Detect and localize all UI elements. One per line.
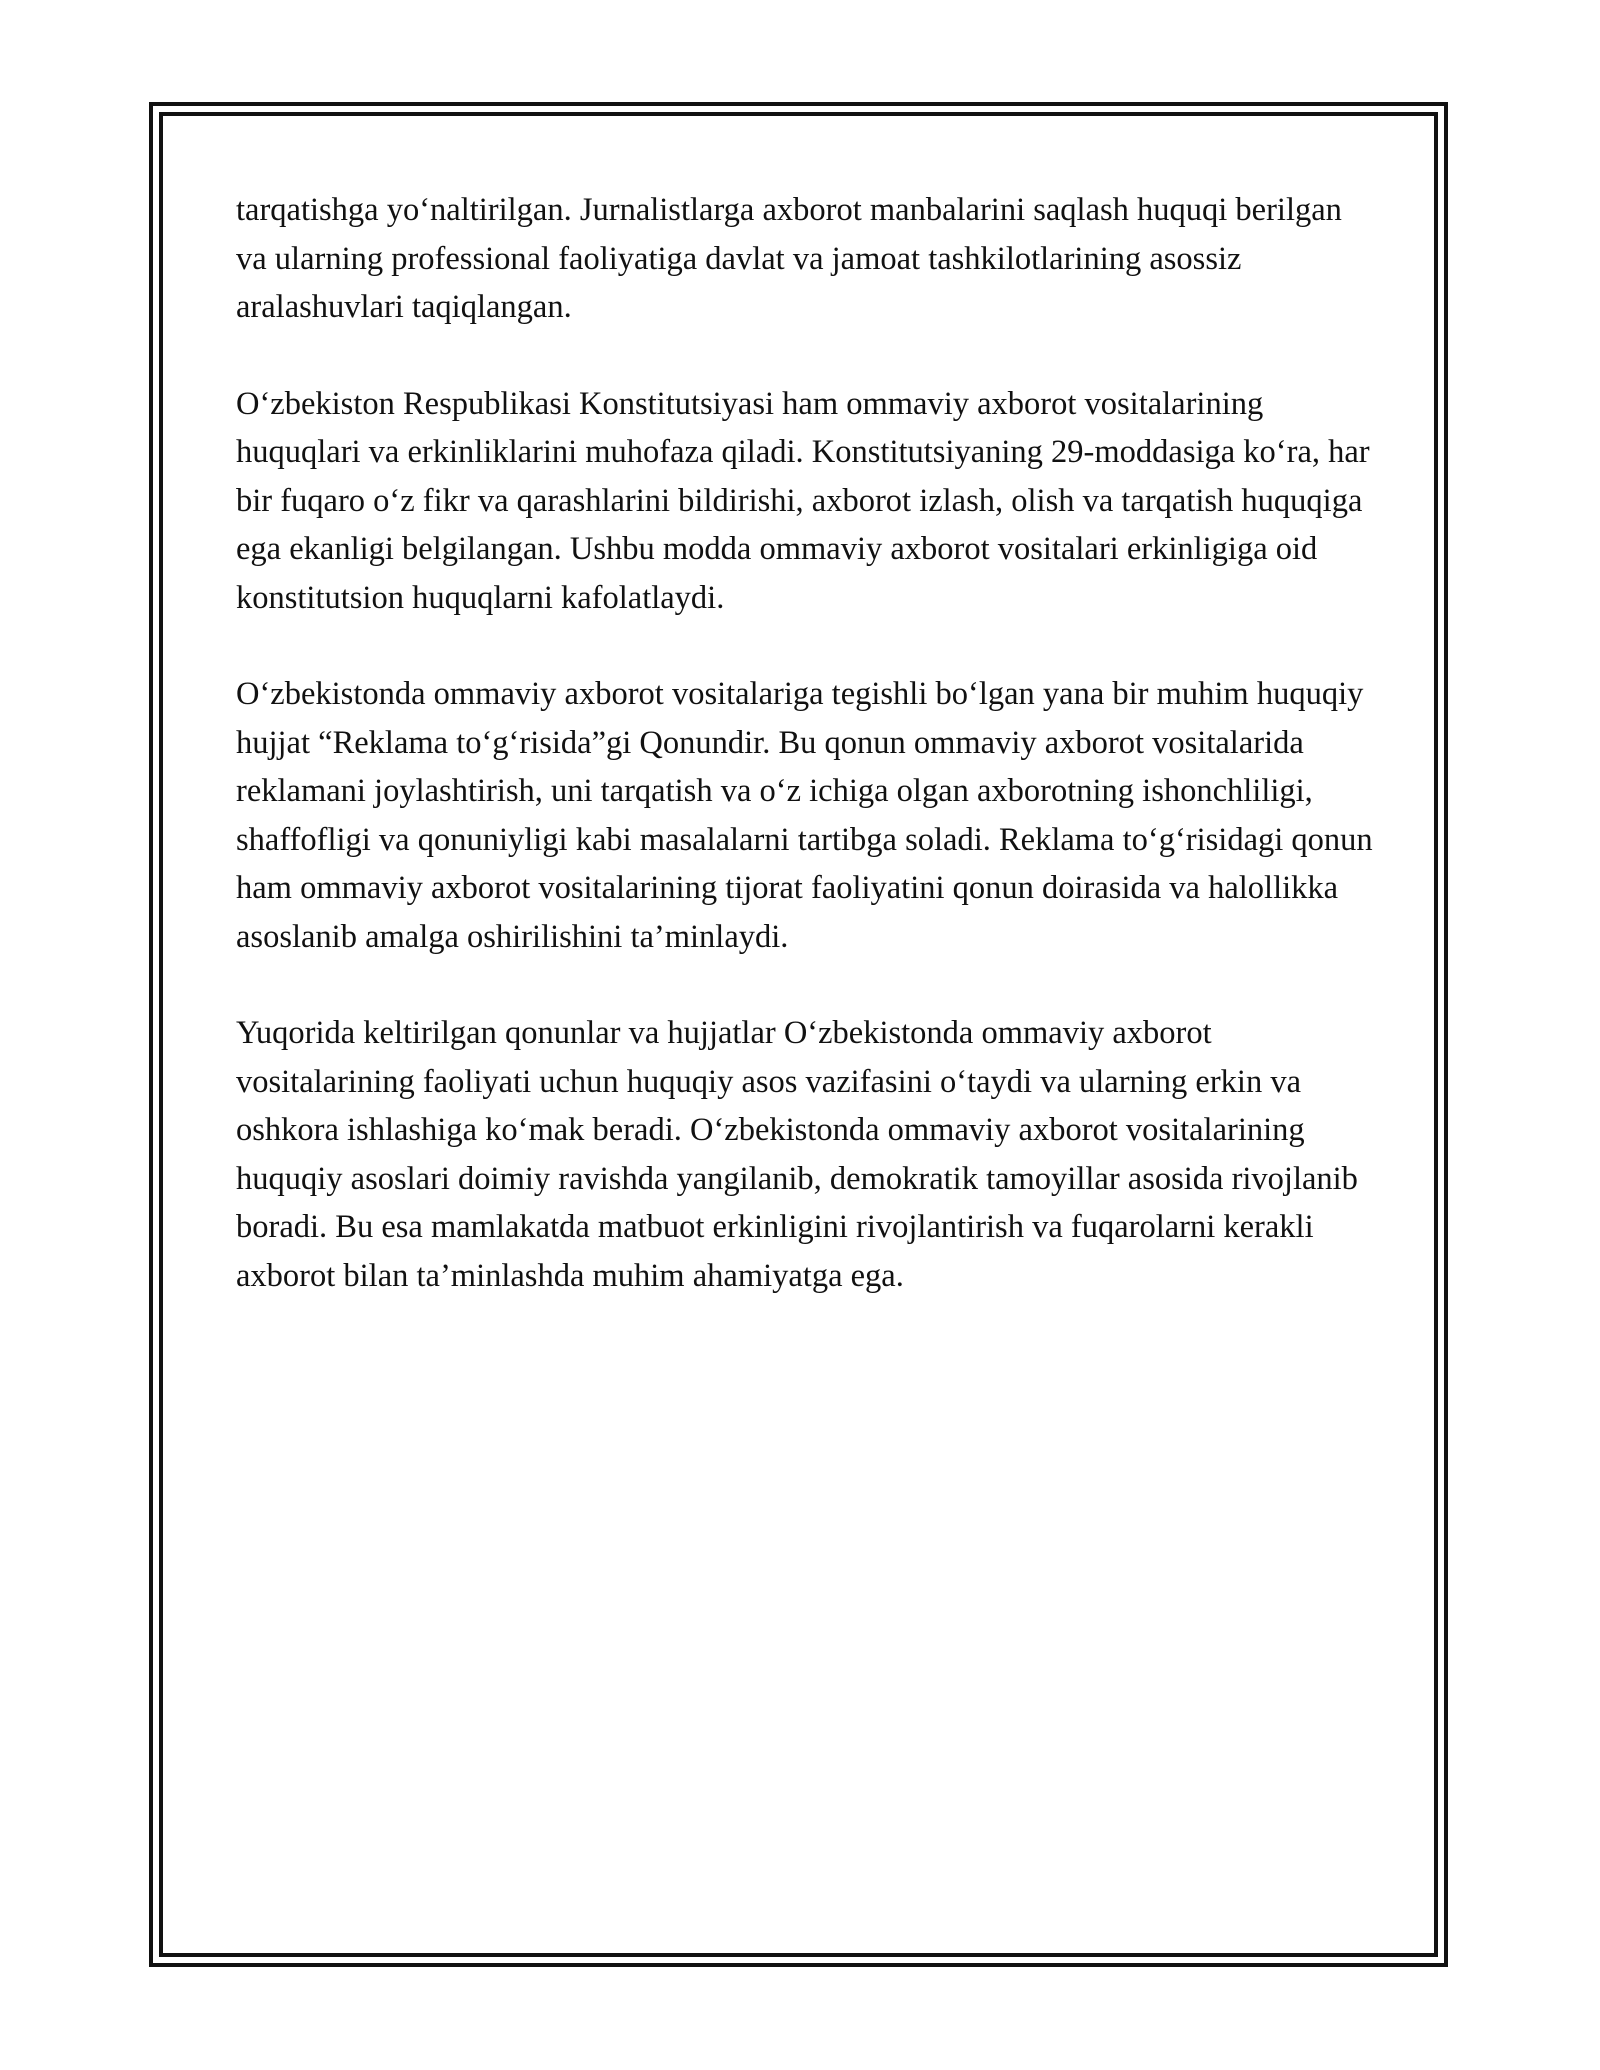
paragraph-1: tarqatishga yo‘naltirilgan. Jurnalistlarga axborot manbalarini saqlash huquqi berilgan va ularning professional faoliyatiga davlat va jamoat tashkilotlarining asossiz aralashuvlari taqiqlangan. — [236, 192, 1342, 325]
document-body — [236, 186, 1376, 1348]
paragraph-2: O‘zbekiston Respublikasi Konstitutsiyasi ham ommaviy axborot vositalarining huquqlari va erkinliklarini muhofaza qiladi. Konstitutsiyaning 29-moddasiga ko‘ra, har bir fuqaro o‘z fikr va qarashlarini bildirishi, axborot izlash, olish va tarqatish huquqiga ega ekanligi belgilangan. Ushbu modda ommaviy axborot vositalari erkinligiga oid konstitutsion huquqlarni kafolatlaydi. — [236, 385, 1370, 616]
paragraph-3: O‘zbekistonda ommaviy axborot vositalariga tegishli bo‘lgan yana bir muhim huquqiy hujjat “Reklama to‘g‘risida”gi Qonundir. Bu qonun ommaviy axborot vositalarida reklamani joylashtirish, uni tarqatish va o‘z ichiga olgan axborotning ishonchliligi, shaffofligi va qonuniyligi kabi masalalarni tartibga soladi. Reklama to‘g‘risidagi qonun ham ommaviy axborot vositalarining tijorat faoliyatini qonun doirasida va halollikka asoslanib amalga oshirilishini ta’minlaydi. — [236, 676, 1373, 955]
paragraph-4: Yuqorida keltirilgan qonunlar va hujjatlar O‘zbekistonda ommaviy axborot vositalarining faoliyati uchun huquqiy asos vazifasini o‘taydi va ularning erkin va oshkora ishlashiga ko‘mak beradi. O‘zbekistonda ommaviy axborot vositalarining huquqiy asoslari doimiy ravishda yangilanib, demokratik tamoyillar asosida rivojlanib boradi. Bu esa mamlakatda matbuot erkinligini rivojlantirish va fuqarolarni kerakli axborot bilan ta’minlashda muhim ahamiyatga ega. — [236, 1015, 1358, 1294]
